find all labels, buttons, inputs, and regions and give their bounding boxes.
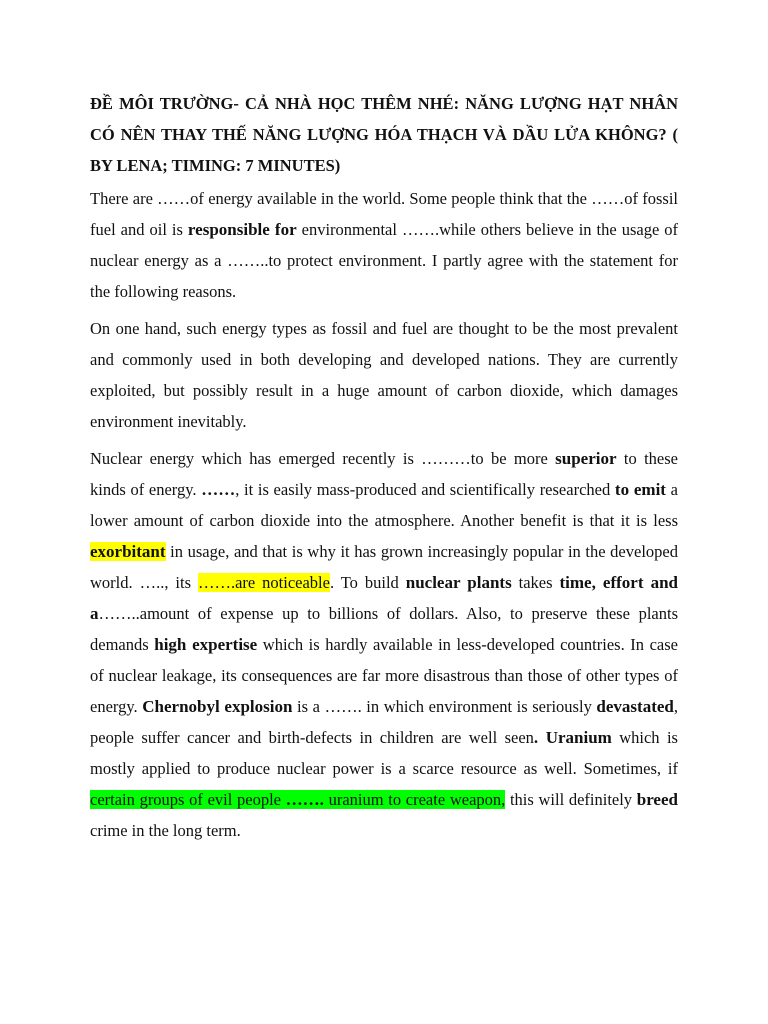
- bold-phrase: nuclear plants: [405, 573, 512, 592]
- paragraph-nuclear: [90, 443, 678, 846]
- text-run: . To build: [329, 573, 406, 592]
- bold-phrase: Chernobyl explosion: [142, 697, 293, 716]
- paragraph-fossil-fuel: [90, 313, 678, 437]
- highlight-yellow: …….are noticeable: [197, 573, 330, 592]
- bold-phrase: . Uranium: [533, 728, 612, 747]
- text-run: takes: [511, 573, 560, 592]
- text-run: , people suffer cancer and birth-defects in children are well seen: [90, 697, 678, 747]
- text-run: is a ……. in which environment is seriously: [292, 697, 597, 716]
- highlight-green-bold: …….: [285, 790, 324, 809]
- text-run: crime in the long term.: [90, 821, 241, 840]
- paragraph-intro: [90, 183, 678, 307]
- text-run: to these kinds of energy.: [90, 449, 678, 499]
- text-run: which is hardly available in less-developed countries. In case of nuclear leakage, its consequences are far more disastrous than those of other types of energy.: [90, 635, 678, 716]
- text-run: ……..amount of expense up to billions of dollars. Also, to preserve these plants demands: [90, 604, 678, 654]
- text-run: Nuclear energy which has emerged recently is ………to be more: [90, 449, 556, 468]
- highlight-green: certain groups of evil people: [90, 790, 286, 809]
- bold-phrase: devastated: [596, 697, 674, 716]
- bold-phrase: high expertise: [154, 635, 258, 654]
- text-run: this will definitely: [505, 790, 637, 809]
- bold-phrase: breed: [636, 790, 678, 809]
- text-run: which is mostly applied to produce nuclear power is a scarce resource as well. Sometimes, if: [90, 728, 678, 778]
- bold-phrase: time, effort and a: [90, 573, 678, 623]
- bold-phrase: responsible for: [187, 220, 297, 239]
- text-run: There are ……of energy available in the world. Some people think that the ……of fossil fuel and oil is: [90, 189, 678, 239]
- bold-phrase: superior: [555, 449, 617, 468]
- bold-blank: ……: [201, 480, 236, 499]
- highlight-green: uranium to create weapon,: [323, 790, 506, 809]
- highlight-yellow: exorbitant: [90, 542, 166, 561]
- text-run: environmental …….while others believe in the usage of nuclear energy as a ……..to protect environment. I partly agree with the statement for the following reasons.: [90, 220, 679, 301]
- text-run: On one hand, such energy types as fossil and fuel are thought to be the most prevalent and commonly used in both developing and developed nations. They are currently exploited, but possibly result in a huge amount of carbon dioxide, which damages environment inevitably.: [90, 319, 678, 431]
- text-run: a lower amount of carbon dioxide into the atmosphere. Another benefit is that it is less: [90, 480, 678, 530]
- bold-phrase: to emit: [614, 480, 666, 499]
- text-run: in usage, and that is why it has grown increasingly popular in the developed world. ….., its: [90, 542, 678, 592]
- document-title: ĐỀ MÔI TRƯỜNG- CẢ NHÀ HỌC THÊM NHÉ: NĂNG LƯỢNG HẠT NHÂN CÓ NÊN THAY THẾ NĂNG LƯỢNG HÓA THẠCH VÀ DẦU LỬA KHÔNG? ( BY LENA; TIMING: 7 MINUTES): [90, 94, 678, 175]
- text-run: , it is easily mass-produced and scientifically researched: [235, 480, 615, 499]
- document-page: [90, 88, 678, 852]
